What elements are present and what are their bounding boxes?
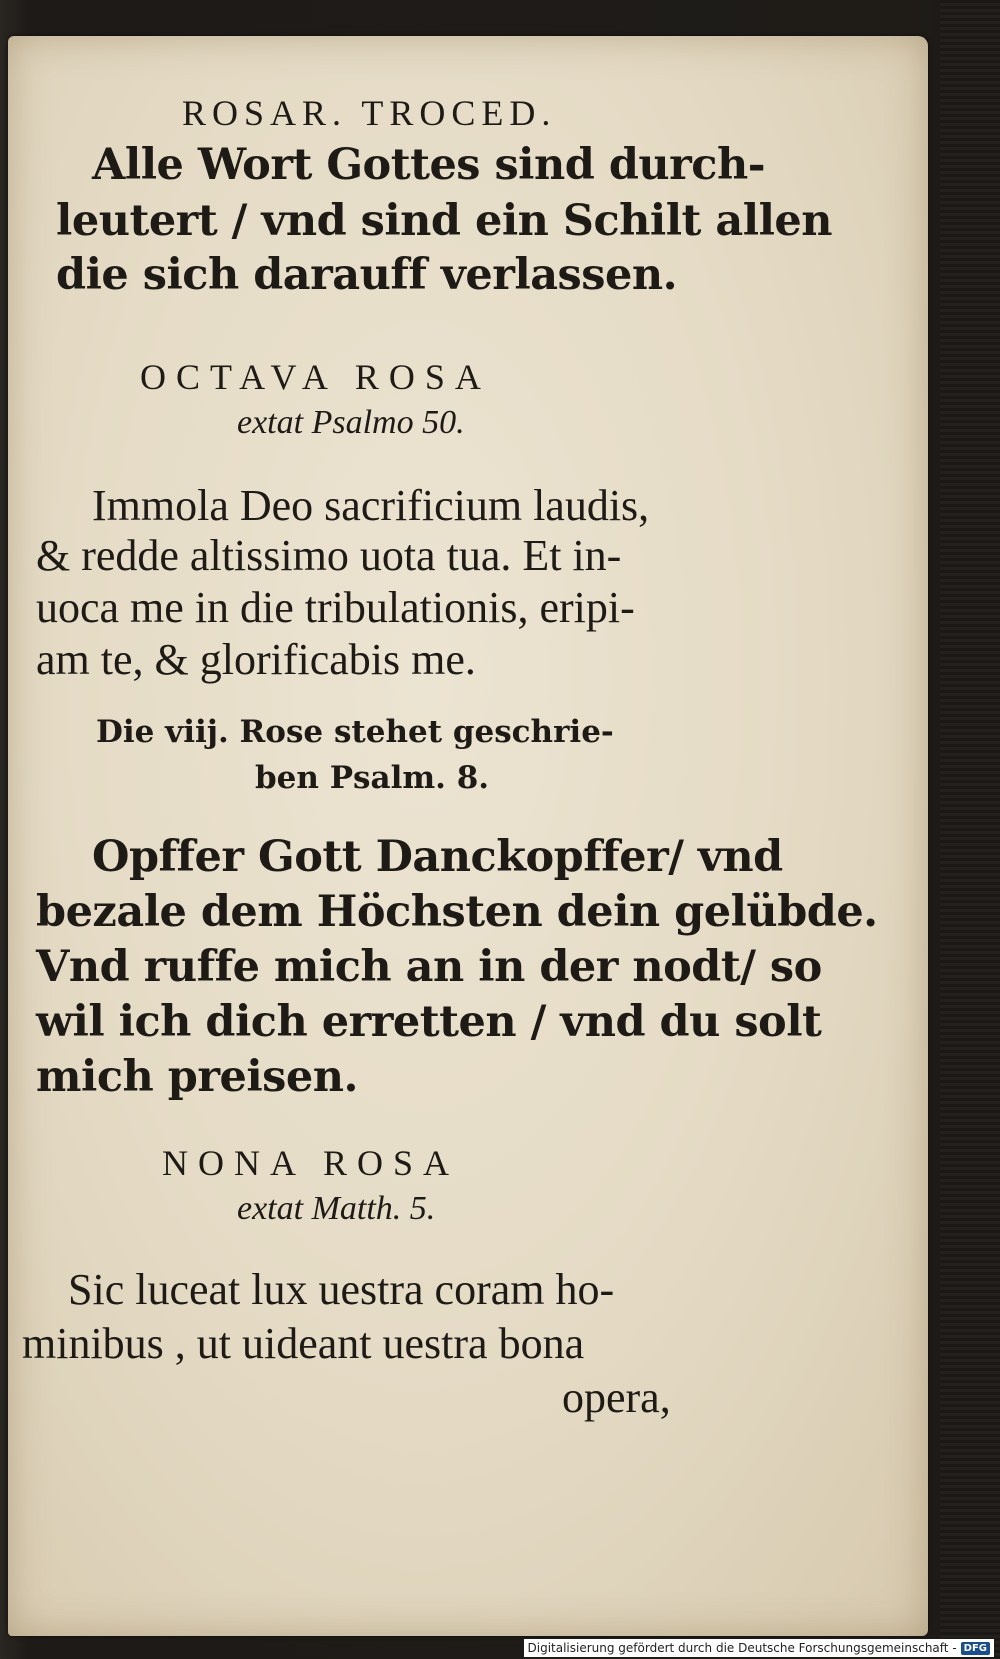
section8-german-line-5: mich preisen.: [36, 1052, 358, 1102]
section8-german-heading-line-2: ben Psalm. 8.: [255, 760, 490, 796]
section8-latin-line-1: Immola Deo sacrificium laudis,: [92, 481, 650, 530]
section8-german-line-2: bezale dem Höchsten dein gelübde.: [36, 887, 878, 937]
para1-line-3: die sich darauff verlassen.: [56, 250, 678, 300]
section9-heading: NONA ROSA: [162, 1143, 460, 1183]
section9-latin-line-3: opera,: [562, 1373, 671, 1422]
section8-subheading: extat Psalmo 50.: [237, 404, 465, 441]
running-head: ROSAR. TROCED.: [182, 93, 557, 133]
section8-german-line-1: Opffer Gott Danckopffer/ vnd: [92, 832, 783, 882]
section8-latin-line-2: & redde altissimo uota tua. Et in-: [36, 531, 622, 580]
para1-line-2: leutert / vnd sind ein Schilt allen: [56, 196, 833, 246]
section9-subheading: extat Matth. 5.: [237, 1190, 436, 1227]
section8-german-line-3: Vnd ruffe mich an in der nodt/ so: [36, 942, 822, 992]
section9-latin-line-1: Sic luceat lux uestra coram ho-: [68, 1265, 615, 1314]
credit-text: Digitalisierung gefördert durch die Deutsche Forschungsgemeinschaft -: [527, 1641, 957, 1655]
section9-latin-line-2: minibus , ut uideant uestra bona: [22, 1319, 585, 1368]
section8-heading: OCTAVA ROSA: [140, 357, 491, 397]
dfg-logo: DFG: [961, 1642, 990, 1655]
section8-german-heading-line-1: Die viij. Rose stehet geschrie-: [96, 714, 614, 750]
para1-line-1: Alle Wort Gottes sind durch-: [92, 140, 766, 190]
section8-latin-line-3: uoca me in die tribulationis, eripi-: [36, 583, 635, 632]
digitization-credit: [524, 1639, 995, 1657]
section8-german-line-4: wil ich dich erretten / vnd du solt: [36, 997, 822, 1047]
section8-latin-line-4: am te, & glorificabis me.: [36, 635, 476, 684]
